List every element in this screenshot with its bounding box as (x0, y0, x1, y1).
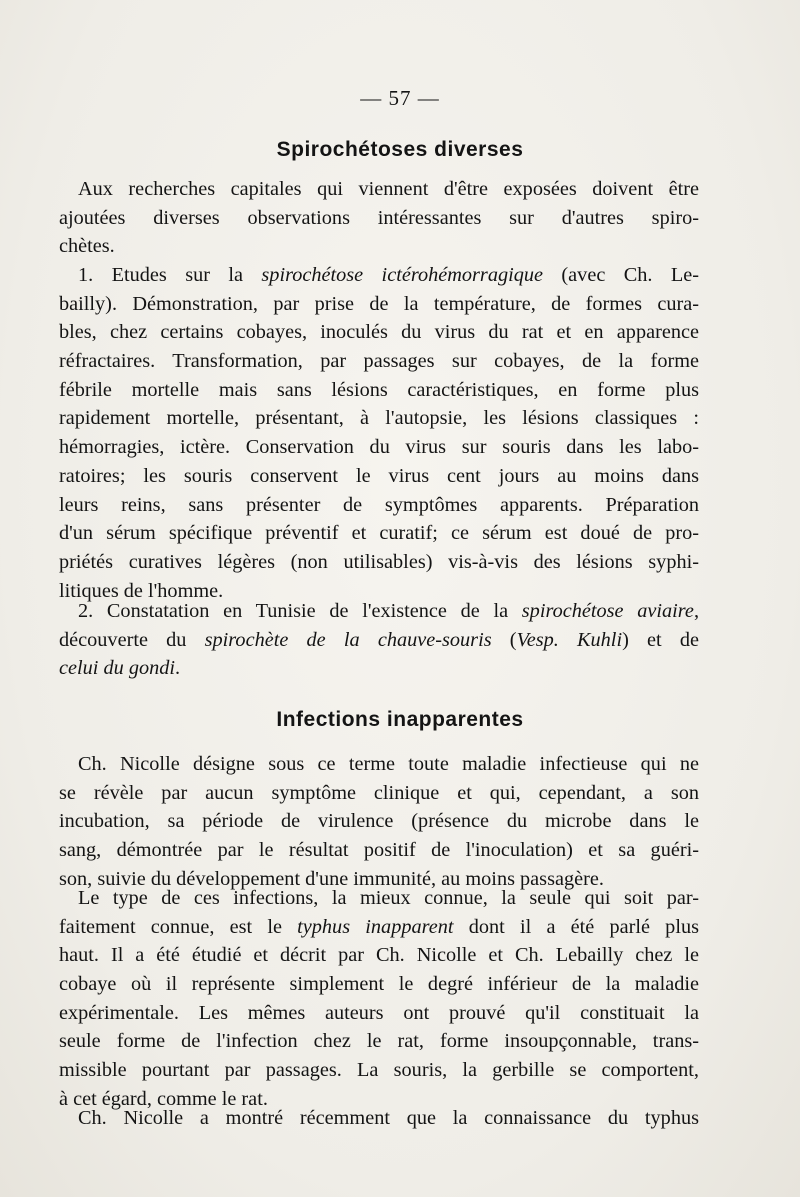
text-line: leurs reins, sans présenter de symptômes apparents. Préparation (59, 493, 699, 516)
text-run: ) et de (622, 628, 699, 651)
section-heading-spirochetoses: Spirochétoses diverses (276, 138, 524, 161)
italic-term: spirochétose ictérohémorragique (261, 264, 544, 286)
text-line (59, 913, 699, 942)
text-line: litiques de l'homme. (59, 579, 224, 602)
page-number: — 57 — (360, 86, 440, 110)
section-heading-infections: Infections inapparentes (276, 708, 524, 731)
paragraph-continuation (59, 1104, 699, 1133)
text-line: incubation, sa période de virulence (présence du microbe dans le (59, 810, 699, 833)
text-line: sang, démontrée par le résultat positif de l'inoculation) et sa guéri- (59, 839, 699, 862)
text-run: dont il a été parlé plus (453, 915, 699, 938)
paragraph-intro (59, 175, 699, 261)
text-line: Ch. Nicolle a montré récemment que la connaissance du typhus (78, 1107, 699, 1129)
text-line (59, 597, 699, 626)
text-run: découverte du (59, 628, 205, 651)
text-line: d'un sérum spécifique préventif et curatif; ce sérum est doué de pro- (59, 522, 699, 545)
italic-term: Vesp. Kuhli (516, 628, 623, 651)
text-line: ajoutées diverses observations intéressantes sur d'autres spiro- (59, 206, 699, 229)
text-line: seule forme de l'infection chez le rat, forme insoupçonnable, trans- (59, 1030, 699, 1053)
text-line: haut. Il a été étudié et décrit par Ch. Nicolle et Ch. Lebailly chez le (59, 944, 699, 967)
paragraph-item-1 (59, 261, 699, 605)
italic-term: celui du gondi (59, 657, 176, 680)
text-run: , (693, 600, 700, 622)
text-run: faitement connue, est le (59, 915, 298, 938)
text-line: bailly). Démonstration, par prise de la température, de formes cura- (59, 292, 699, 315)
text-line: hémorragies, ictère. Conservation du virus sur souris dans les labo- (59, 436, 699, 459)
text-line: chètes. (59, 235, 115, 258)
text-line: son, suivie du développement d'une immunité, au moins passagère. (59, 867, 604, 890)
text-line (59, 654, 699, 683)
text-line (59, 261, 699, 290)
text-line: cobaye où il représente simplement le degré inférieur de la maladie (59, 973, 699, 996)
italic-term: spirochétose aviaire (521, 600, 694, 622)
text-line: missible pourtant par passages. La souris, la gerbille se comportent, (59, 1059, 699, 1082)
italic-term: spirochète de la chauve-souris (204, 628, 492, 651)
text-run: ( (491, 628, 517, 651)
text-line: se révèle par aucun symptôme clinique et qui, cependant, a son (59, 781, 699, 804)
text-line: Le type de ces infections, la mieux connue, la seule qui soit par- (78, 887, 699, 909)
text-line: ratoires; les souris conservent le virus cent jours au moins dans (59, 464, 699, 487)
text-line: priétés curatives légères (non utilisables) vis-à-vis des lésions syphi- (59, 550, 699, 573)
text-run: (avec Ch. Le- (543, 264, 699, 286)
text-run: 2. Constatation en Tunisie de l'existence de la (78, 600, 522, 622)
text-line: bles, chez certains cobayes, inoculés du virus du rat et en apparence (59, 321, 699, 344)
text-run: . (175, 657, 181, 680)
text-line: fébrile mortelle mais sans lésions caractéristiques, en forme plus (59, 378, 699, 401)
text-run: 1. Etudes sur la (78, 264, 262, 286)
paragraph-item-2 (59, 597, 699, 683)
text-line: réfractaires. Transformation, par passages sur cobayes, de la forme (59, 350, 699, 373)
paragraph-definition (59, 750, 699, 893)
text-line: à cet égard, comme le rat. (59, 1087, 268, 1110)
text-line: Aux recherches capitales qui viennent d'être exposées doivent être (78, 178, 699, 200)
text-line: Ch. Nicolle désigne sous ce terme toute maladie infectieuse qui ne (78, 753, 699, 775)
italic-term: typhus inapparent (297, 915, 454, 938)
paragraph-typhus (59, 884, 699, 1114)
text-line (59, 626, 699, 655)
text-line: rapidement mortelle, présentant, à l'autopsie, les lésions classiques : (59, 407, 699, 430)
text-line: expérimentale. Les mêmes auteurs ont prouvé qu'il constituait la (59, 1001, 699, 1024)
